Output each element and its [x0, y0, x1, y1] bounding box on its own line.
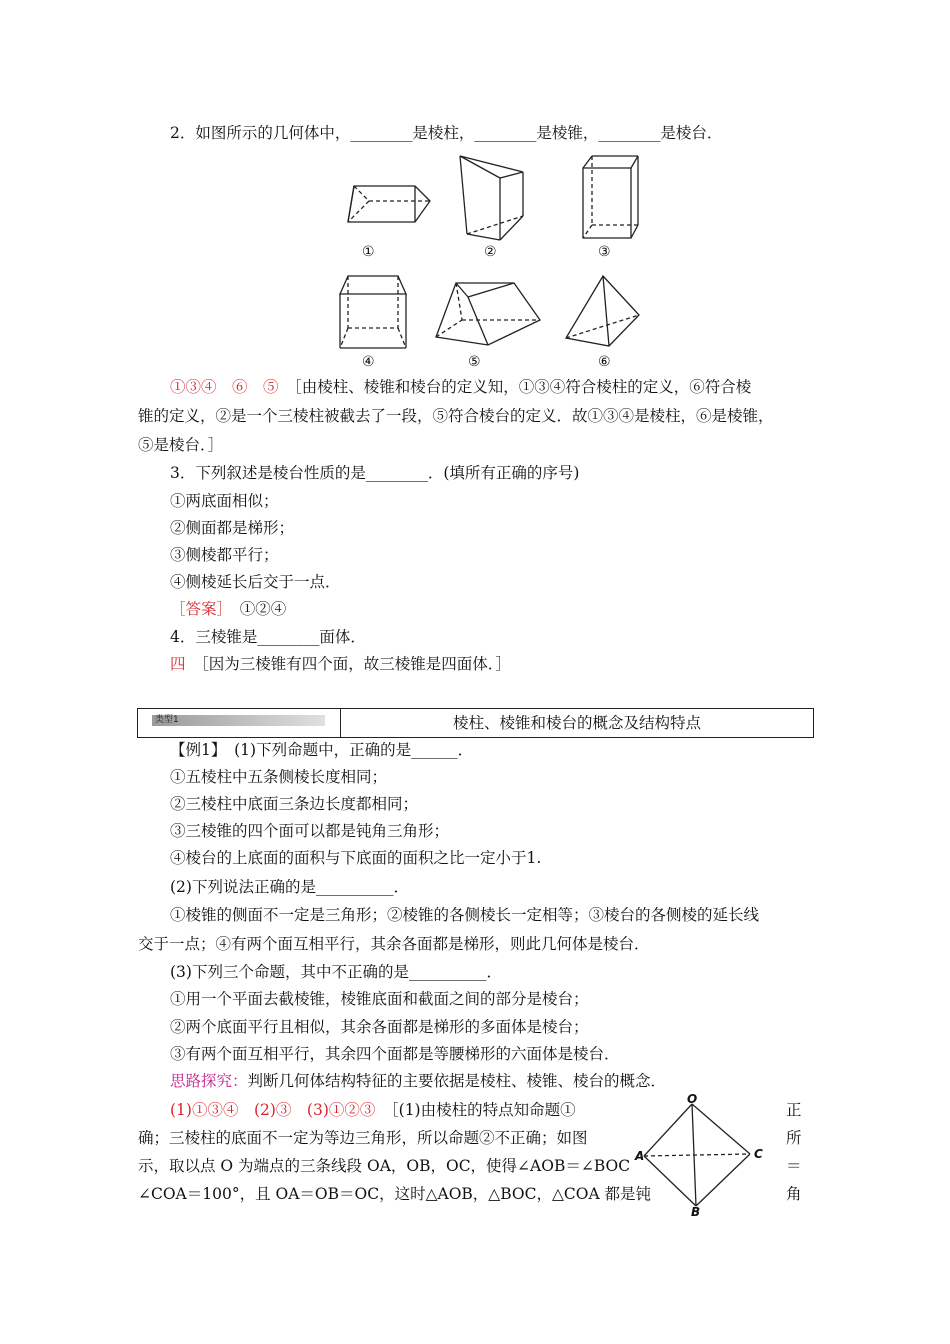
section-tag-cell [138, 709, 341, 737]
q4-answer-line [170, 653, 511, 675]
figure-4-frustum-prism [338, 268, 408, 356]
q3-option-1: ①两底面相似； [170, 492, 279, 510]
ex1-p2-stem: (2)下列说法正确的是__________． [170, 878, 409, 896]
figure-6-pyramid [563, 272, 643, 352]
point-label-A: A [635, 1149, 645, 1163]
q2-explanation-3: ⑤是棱台．］ [138, 436, 224, 454]
q2-explanation-2: 锥的定义，②是一个三棱柱被截去了一段，⑤符合棱台的定义．故①③④是棱柱，⑥是棱锥， [138, 407, 774, 425]
ex1-explanation-2: 确；三棱柱的底面不一定为等边三角形，所以命题②不正确；如图 [138, 1129, 588, 1147]
ex1-explanation-right-1: 正 [786, 1101, 802, 1119]
figure-2-truncated-prism [455, 150, 530, 245]
ex1-hint: 判断几何体结构特征的主要依据是棱柱、棱锥、棱台的概念． [247, 1072, 667, 1090]
figure-label-1: ① [362, 244, 375, 260]
q2-answer: ①③④ ⑥ ⑤ [170, 378, 279, 396]
q3-stem: 3．下列叙述是棱台性质的是________．(填所有正确的序号) [170, 464, 580, 482]
section-title: 棱柱、棱锥和棱台的概念及结构特点 [452, 714, 701, 732]
figure-label-5: ⑤ [468, 354, 481, 370]
q3-answer: ①②④ [239, 600, 287, 618]
ex1-explanation-1: ［(1)由棱柱的特点知命题① [390, 1101, 576, 1119]
point-label-B: B [691, 1205, 701, 1219]
ex1-explanation-4: ∠COA＝100°，且 OA＝OB＝OC，这时△AOB，△BOC，△COA 都是钝 [138, 1185, 652, 1203]
q4-explanation: ［因为三棱锥有四个面，故三棱锥是四面体．］ [201, 655, 512, 673]
q4-answer: 四 [170, 655, 186, 673]
q3-option-3: ③侧棱都平行； [170, 546, 279, 564]
figure-1-prism [340, 178, 440, 228]
q2-explanation-1: ［由棱柱、棱锥和棱台的定义知，①③④符合棱柱的定义，⑥符合棱 [294, 378, 752, 396]
ex1-answer: (1)①③④ (2)③ (3)①②③ [170, 1101, 376, 1119]
ex1-explanation-right-3: ＝ [786, 1157, 802, 1175]
section-tag: 类型1 [152, 715, 325, 726]
q3-option-2: ②侧面都是梯形； [170, 519, 295, 537]
point-label-C: C [754, 1147, 763, 1161]
q3-answer-label: ［答案］ [170, 600, 225, 618]
ex1-p2-line-1: ①棱锥的侧面不一定是三角形；②棱锥的各侧棱长一定相等；③棱台的各侧棱的延长线 [170, 906, 760, 924]
ex1-explanation-right-4: 角 [786, 1185, 802, 1203]
ex1-p1-option-1: ①五棱柱中五条侧棱长度相同； [170, 768, 388, 786]
point-label-O: O [687, 1092, 698, 1106]
figure-label-2: ② [484, 244, 497, 260]
section-header [137, 708, 814, 738]
figure-label-4: ④ [362, 354, 375, 370]
figure-3-cuboid [578, 150, 643, 245]
q3-option-4: ④侧棱延长后交于一点． [170, 573, 341, 591]
ex1-answer-line-1 [170, 1099, 576, 1121]
q4-stem: 4．三棱锥是________面体． [170, 628, 366, 646]
ex1-heading: 【例1】 (1)下列命题中，正确的是______． [170, 741, 474, 759]
q2-stem: 2．如图所示的几何体中，________是棱柱，________是棱锥，________是棱台． [170, 124, 723, 142]
ex1-p1-option-4: ④棱台的上底面的面积与下底面的面积之比一定小于1. [170, 849, 542, 867]
ex1-hint-line [170, 1070, 666, 1092]
ex1-explanation-3: 示，取以点 O 为端点的三条线段 OA，OB，OC，使得∠AOB＝∠BOC [138, 1157, 631, 1175]
ex1-p1-option-3: ③三棱锥的四个面可以都是钝角三角形； [170, 822, 450, 840]
q2-answer-line-1 [170, 376, 751, 398]
figure-5-frustum [432, 275, 544, 355]
ex1-explanation-right-2: 所 [786, 1129, 802, 1147]
ex1-p1-option-2: ②三棱柱中底面三条边长度都相同； [170, 795, 419, 813]
ex1-p2-line-2: 交于一点；④有两个面互相平行，其余各面都是梯形，则此几何体是棱台． [138, 935, 650, 953]
ex1-p3-stem: (3)下列三个命题，其中不正确的是__________． [170, 963, 502, 981]
ex1-p3-option-2: ②两个底面平行且相似，其余各面都是梯形的多面体是棱台； [170, 1018, 589, 1036]
ex1-p3-option-3: ③有两个面互相平行，其余四个面都是等腰梯形的六面体是棱台． [170, 1045, 620, 1063]
ex1-hint-label: 思路探究： [170, 1072, 248, 1090]
figure-label-6: ⑥ [598, 354, 611, 370]
figure-label-3: ③ [598, 244, 611, 260]
q3-answer-line [170, 598, 286, 620]
ex1-p3-option-1: ①用一个平面去截棱锥，棱锥底面和截面之间的部分是棱台； [170, 990, 589, 1008]
